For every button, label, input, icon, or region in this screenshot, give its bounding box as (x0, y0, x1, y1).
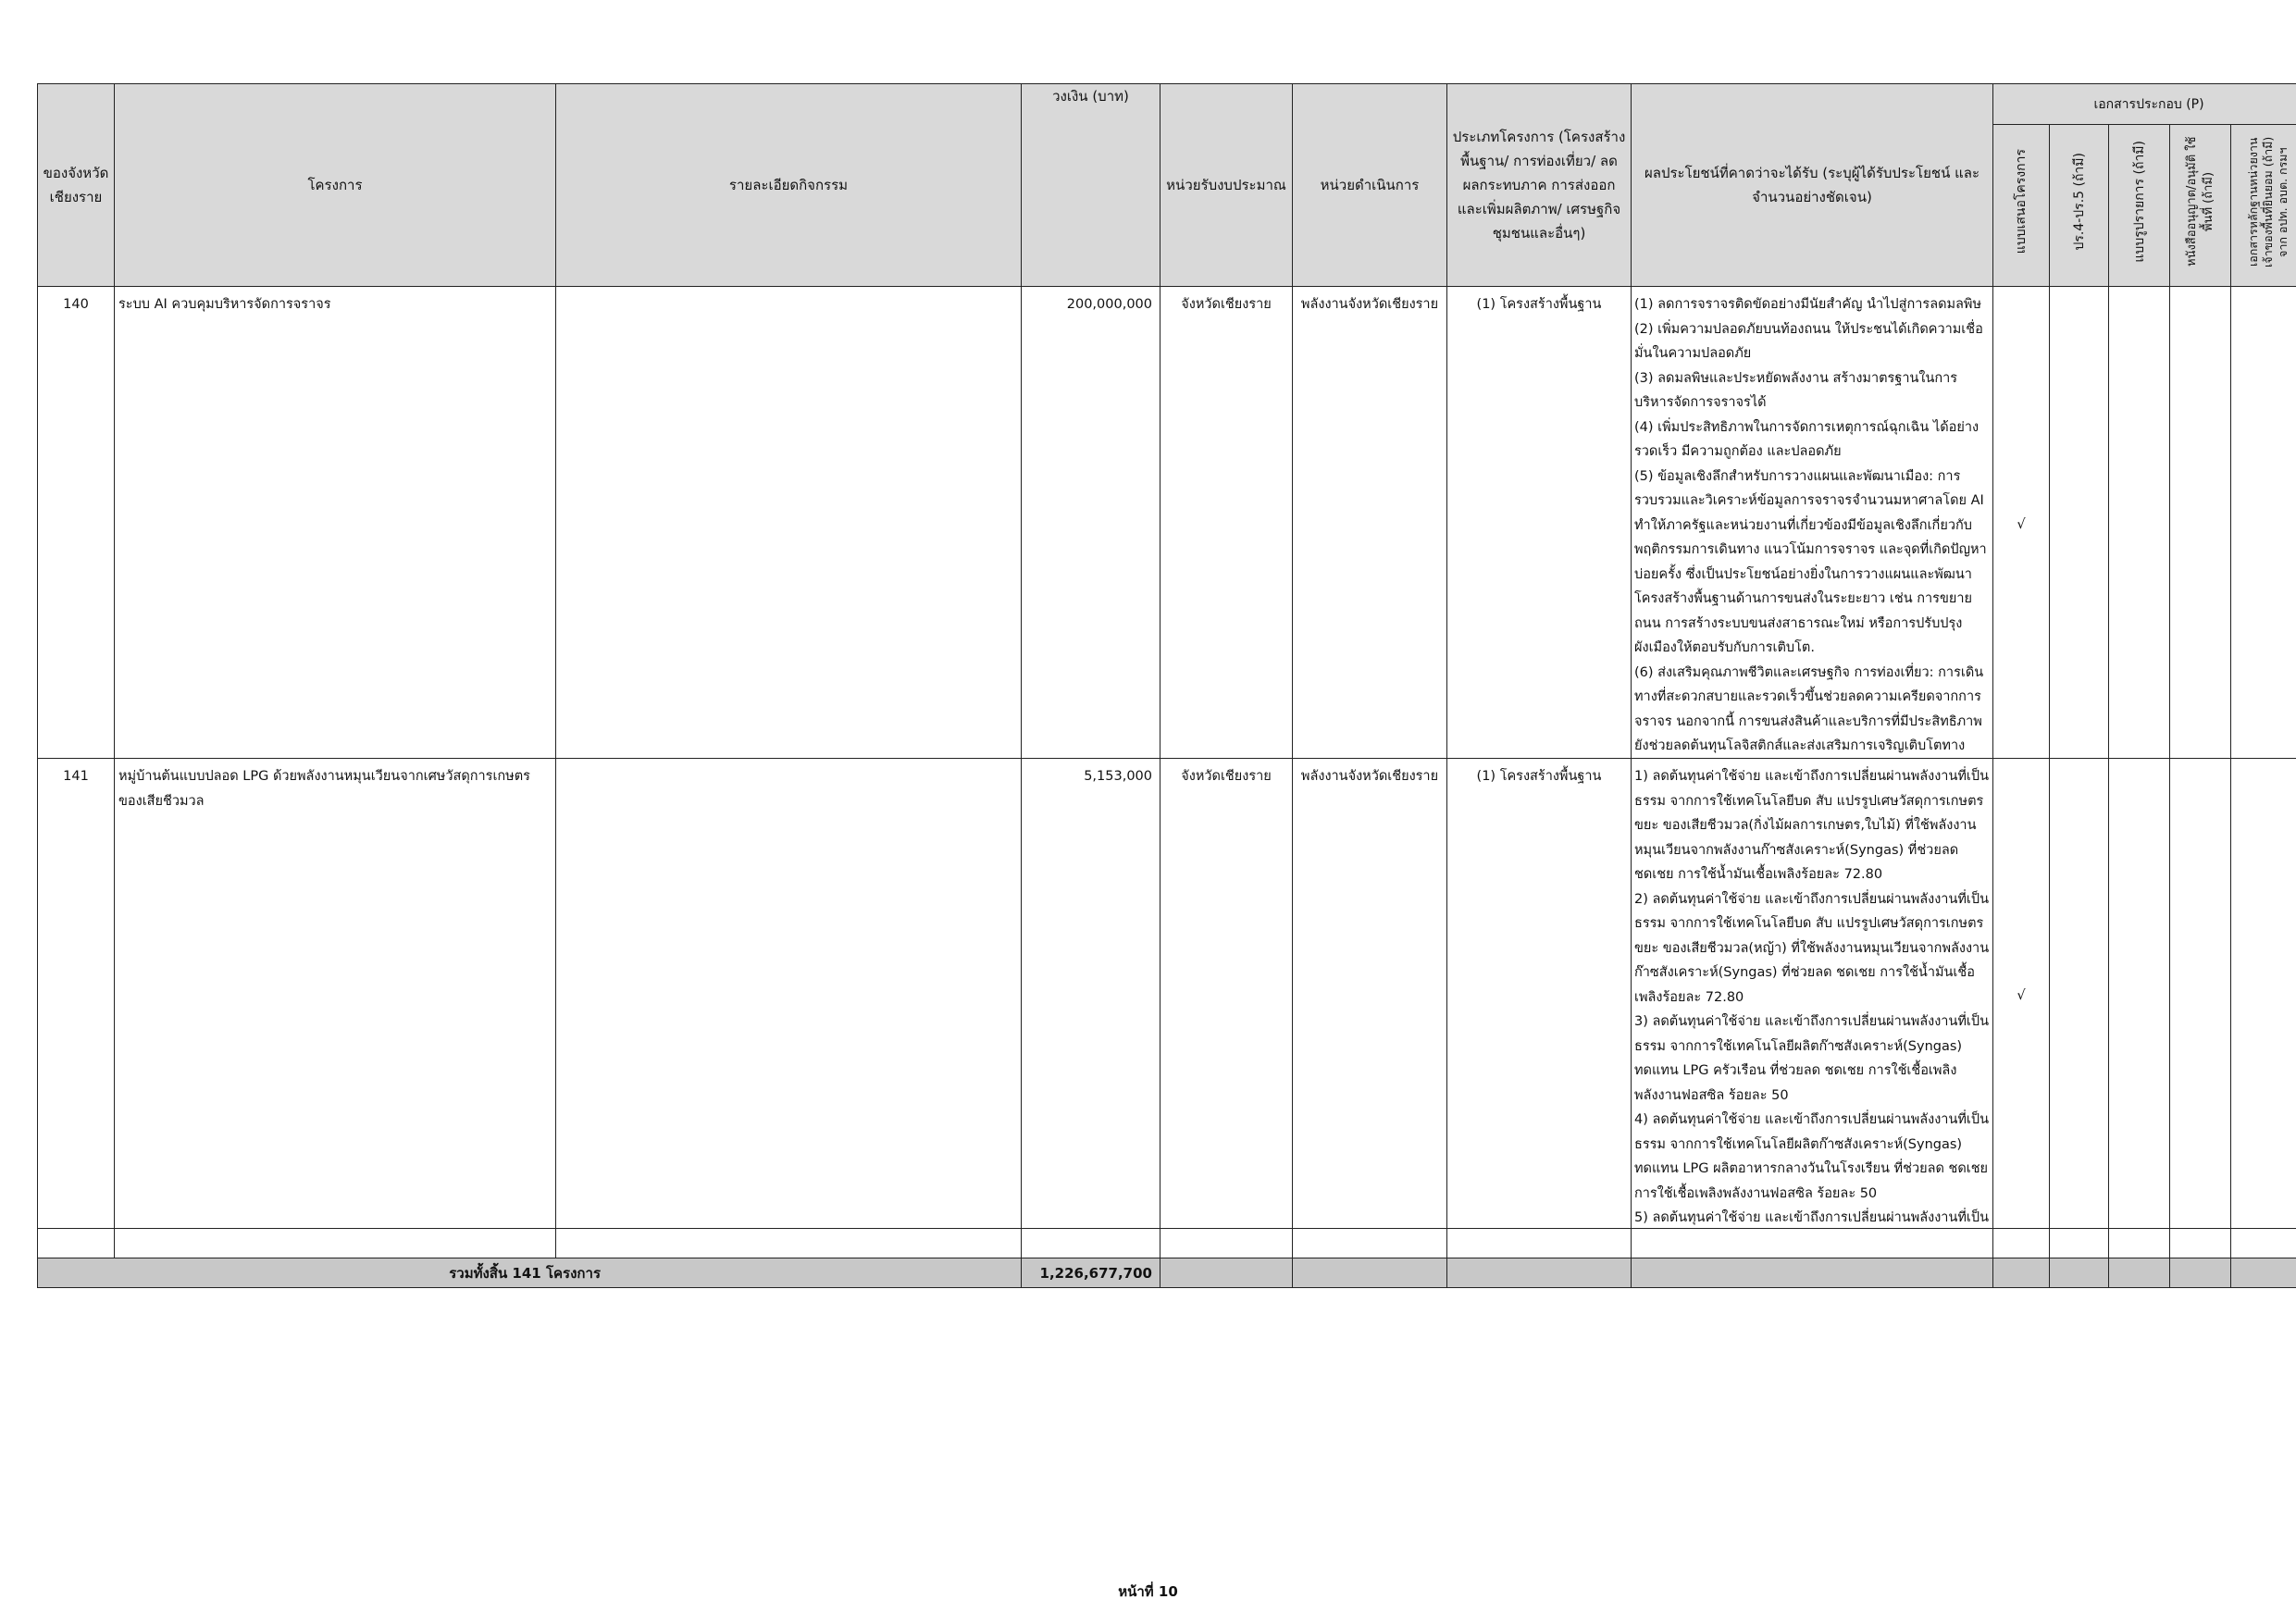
total-row (38, 1258, 2296, 1288)
row-project: หมู่บ้านต้นแบบปลอด LPG ด้วยพลังงานหมุนเวียนจากเศษวัสดุการเกษตร ของเสียชีวมวล (115, 759, 556, 1229)
col-header-budget (1022, 84, 1160, 287)
row-benefits (1632, 759, 1993, 1229)
row-number: 141 (38, 759, 115, 1229)
col-header-details: รายละเอียดกิจกรรม (556, 84, 1022, 287)
benefit-item: (3) ลดมลพิษและประหยัดพลังงาน สร้างมาตรฐานในการบริหารจัดการจราจรได้ (1634, 370, 1958, 410)
empty-cell (2170, 287, 2231, 759)
benefit-item: (5) ข้อมูลเชิงลึกสำหรับการวางแผนและพัฒนาเมือง: การรวบรวมและวิเคราะห์ข้อมูลการจราจรจำนวนมหาศาลโดย AI ทำให้ภาครัฐและหน่วยงานที่เกี่ยวข้องมีข้อมูลเชิงลึกเกี่ยวกับพฤติกรรมการเดินทาง แนวโน้มการจราจร และจุดที่เกิดปัญหาบ่อยครั้ง ซึ่งเป็นประโยชน์อย่างยิ่งในการวางแผนและพัฒนาโครงสร้างพื้นฐานด้านการขนส่งในระยะยาว เช่น การขยายถนน การสร้างระบบขนส่งสาธารณะใหม่ หรือการปรับปรุงผังเมืองให้ตอบรับกับการเติบโต. (1634, 468, 1987, 655)
benefit-item: (2) เพิ่มความปลอดภัยบนท้องถนน ให้ประชนได้เกิดความเชื่อมั่นในความปลอดภัย (1634, 321, 1983, 361)
row-benefits (1632, 287, 1993, 759)
col-header-budget-unit: หน่วยรับงบประมาณ (1160, 84, 1293, 287)
empty-cell (2050, 759, 2109, 1229)
benefit-item: 2) ลดต้นทุนค่าใช้จ่าย และเข้าถึงการเปลี่ยนผ่านพลังงานที่เป็นธรรม จากการใช้เทคโนโลยีบด สับ แปรรูปเศษวัสดุการเกษตร ขยะ ของเสียชีวมวล(หญ้า) ที่ใช้พลังงานหมุนเวียนจากพลังงานก๊าซสังเคราะห์(Syngas) ที่ช่วยลด ชดเชย การใช้น้ำมันเชื้อเพลิงร้อยละ 72.80 (1634, 891, 1990, 1005)
benefit-item: (6) ส่งเสริมคุณภาพชีวิตและเศรษฐกิจ การท่องเที่ยว: การเดินทางที่สะดวกสบายและรวดเร็วขึ้นช่วยลดความเครียดจากการจราจร นอกจากนี้ การขนส่งสินค้าและบริการที่มีประสิทธิภาพยังช่วยลดต้นทุนโลจิสติกส์และส่งเสริมการเจริญเติบโตทาง (1634, 664, 1984, 753)
col-header-implementing-unit: หน่วยดำเนินการ (1293, 84, 1447, 287)
total-label: รวมทั้งสิ้น 141 โครงการ (38, 1258, 1022, 1288)
row-implementing-unit: พลังงานจังหวัดเชียงราย (1293, 287, 1447, 759)
benefit-item: (1) ลดการจราจรติดขัดอย่างมีนัยสำคัญ นำไปสู่การลดมลพิษ (1634, 297, 1982, 312)
table-row (38, 759, 2296, 1229)
table-row (38, 287, 2296, 759)
empty-cell (2231, 759, 2296, 1229)
benefit-item: 1) ลดต้นทุนค่าใช้จ่าย และเข้าถึงการเปลี่ยนผ่านพลังงานที่เป็นธรรม จากการใช้เทคโนโลยีบด สับ แปรรูปเศษวัสดุการเกษตร ขยะ ของเสียชีวมวล(กิ่งไม้ผลการเกษตร,ใบไม้) ที่ใช้พลังงานหมุนเวียนจากพลังงานก๊าซสังเคราะห์(Syngas) ที่ช่วยลด ชดเชย การใช้น้ำมันเชื้อเพลิงร้อยละ 72.80 (1634, 769, 1989, 882)
col-header-attach-pr45: ปร.4-ปร.5 (ถ้ามี) (2050, 125, 2109, 287)
empty-cell (2109, 759, 2170, 1229)
row-amount: 200,000,000 (1022, 287, 1160, 759)
row-implementing-unit: พลังงานจังหวัดเชียงราย (1293, 759, 1447, 1229)
projects-table (37, 83, 2296, 1288)
row-budget-unit: จังหวัดเชียงราย (1160, 287, 1293, 759)
empty-cell (2109, 287, 2170, 759)
row-details (556, 759, 1022, 1229)
empty-cell (2170, 759, 2231, 1229)
budget-header-label: วงเงิน (บาท) (1052, 88, 1129, 105)
col-header-attach-drawings: แบบรูปรายการ (ถ้ามี) (2109, 125, 2170, 287)
col-header-project-type: ประเภทโครงการ (โครงสร้างพื้นฐาน/ การท่องเที่ยว/ ลดผลกระทบภาค การส่งออกและเพิ่มผลิตภาพ/ เศรษฐกิจชุมชนและอื่นๆ) (1447, 84, 1632, 287)
row-number: 140 (38, 287, 115, 759)
col-header-attachments: เอกสารประกอบ (P) (1993, 84, 2296, 125)
blank-row (38, 1229, 2296, 1258)
row-amount: 5,153,000 (1022, 759, 1160, 1229)
benefit-item: 4) ลดต้นทุนค่าใช้จ่าย และเข้าถึงการเปลี่ยนผ่านพลังงานที่เป็นธรรม จากการใช้เทคโนโลยีผลิตก๊าซสังเคราะห์(Syngas) ทดแทน LPG ผลิตอาหารกลางวันในโรงเรียน ที่ช่วยลด ชดเชย การใช้เชื้อเพลิงพลังงานฟอสซิล ร้อยละ 50 (1634, 1112, 1989, 1201)
col-header-attach-proposal: แบบเสนอโครงการ (1993, 125, 2050, 287)
row-budget-unit: จังหวัดเชียงราย (1160, 759, 1293, 1229)
empty-cell (2050, 287, 2109, 759)
col-header-attach-landowner: เอกสารหลักฐานหน่วยงาน เจ้าของพื้นที่ยินยอม (ถ้ามี) จาก อปท. อบต. กรมฯ (2231, 125, 2296, 287)
col-header-benefits: ผลประโยชน์ที่คาดว่าจะได้รับ (ระบุผู้ได้รับประโยชน์ และจำนวนอย่างชัดเจน) (1632, 84, 1993, 287)
benefit-item: 3) ลดต้นทุนค่าใช้จ่าย และเข้าถึงการเปลี่ยนผ่านพลังงานที่เป็นธรรม จากการใช้เทคโนโลยีผลิตก๊าซสังเคราะห์(Syngas) ทดแทน LPG ครัวเรือน ที่ช่วยลด ชดเชย การใช้เชื้อเพลิงพลังงานฟอสซิล ร้อยละ 50 (1634, 1014, 1989, 1103)
benefit-item: (4) เพิ่มประสิทธิภาพในการจัดการเหตุการณ์ฉุกเฉิน ได้อย่างรวดเร็ว มีความถูกต้อง และปลอดภัย (1634, 419, 1980, 459)
row-type: (1) โครงสร้างพื้นฐาน (1447, 759, 1632, 1229)
page-number: หน้าที่ 10 (1118, 1583, 1178, 1600)
col-header-attach-permit: หนังสืออนุญาต/อนุมัติ ใช้พื้นที่ (ถ้ามี) (2170, 125, 2231, 287)
row-details (556, 287, 1022, 759)
empty-cell (2231, 287, 2296, 759)
benefit-item: 5) ลดต้นทุนค่าใช้จ่าย และเข้าถึงการเปลี่ยนผ่านพลังงานที่เป็น (1634, 1210, 1989, 1225)
row-project: ระบบ AI ควบคุมบริหารจัดการจราจร (115, 287, 556, 759)
check-mark: √ (1993, 287, 2050, 759)
col-header-project: โครงการ (115, 84, 556, 287)
col-header-no: ของจังหวัดเชียงราย (38, 84, 115, 287)
row-type: (1) โครงสร้างพื้นฐาน (1447, 287, 1632, 759)
check-mark: √ (1993, 759, 2050, 1229)
total-amount: 1,226,677,700 (1022, 1258, 1160, 1288)
